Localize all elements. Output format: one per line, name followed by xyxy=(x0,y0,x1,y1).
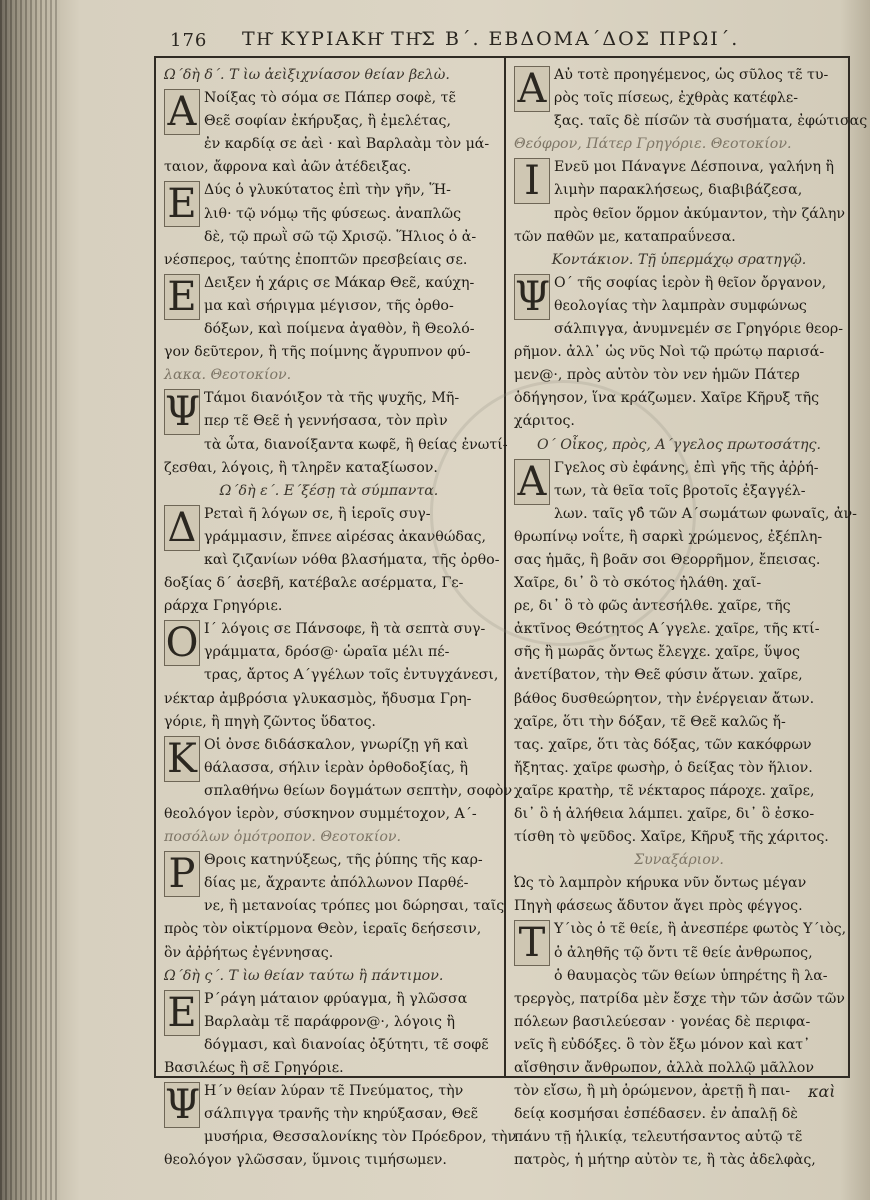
ornamental-initial: Ψ xyxy=(165,389,201,436)
line-text: ἀνετίβατον, τὴν Θεε̃ φύσιν ἄτων. χαῖρε, xyxy=(514,667,803,684)
line-text: μεν@·, πρὸς αὐτὸν τὸν νεν ἡμῶν Πάτερ xyxy=(514,367,800,384)
text-line xyxy=(164,572,494,595)
text-line xyxy=(164,641,494,664)
line-text: περ τε̃ Θεε̃ ἡ γεννήσασα, τὸν πρὶν xyxy=(204,413,448,430)
text-line xyxy=(164,664,499,687)
text-line xyxy=(514,711,844,734)
line-text: ρε, δι᾽ ὃ τὸ φῶς ἀντεσήλθε. χαῖρε, τῆς xyxy=(514,598,791,615)
line-text: ρῆμον. ἀλλ᾽ ὡς νῦς Νοὶ τῷ πρώτῳ παρισά- xyxy=(514,344,825,361)
line-text: μα καὶ σήριγμα μέγισον, τῆς ὀρθο- xyxy=(204,297,454,314)
line-text: Ο΄ τῆς σοφίας ἱερὸν ἢ θεῖον ὄργανον, xyxy=(554,274,827,291)
line-text: δείᾳ κοσμήσαι ἐσπέδασεν. ἐν ἀπαλῇ δὲ xyxy=(514,1106,798,1123)
line-text: ταιον, ἄφρονα καὶ ἀῶν ἀτέδειξας. xyxy=(164,159,412,176)
line-text: δόγμασι, καὶ διανοίας ὀξύτητι, τε̃ σοφε̃ xyxy=(204,1036,489,1053)
text-line xyxy=(514,895,844,918)
line-text: λιθ· τῷ νόμῳ τῆς φύσεως. ἀναπλῶς xyxy=(204,205,462,222)
text-line xyxy=(514,757,844,780)
text-line xyxy=(164,595,494,618)
text-line xyxy=(514,780,844,803)
line-text: Δειξεν ἡ χάρις σε Μάκαρ Θεε̃, καύχη- xyxy=(204,274,475,291)
line-text: Χαῖρε, δι᾽ ὃ τὸ σκότος ἠλάθη. χαῖ- xyxy=(514,575,762,592)
line-text: λακα. Θεοτοκίον. xyxy=(164,367,292,384)
line-text: ἐν καρδίᾳ σε ἀεὶ · καὶ Βαρλαὰμ τὸν μά- xyxy=(204,136,490,153)
page-number: 176 xyxy=(170,30,208,51)
line-text: πόλεων βασιλεύεσαν · γονέας δὲ περιφα- xyxy=(514,1013,811,1030)
text-line xyxy=(514,226,844,249)
line-text: δοξίας δ΄ ἀσεβῆ, κατέβαλε ασέρματα, Γε- xyxy=(164,575,464,592)
text-line xyxy=(514,1034,844,1057)
text-line xyxy=(514,110,868,133)
line-text: γόριε, ἢ πηγὴ ζῶντος ὕδατος. xyxy=(164,713,376,730)
text-line xyxy=(514,156,844,179)
text-line xyxy=(164,988,494,1011)
line-text: Ενεῦ μοι Πάναγνε Δέσποινα, γαλήνη ἢ xyxy=(554,159,835,176)
ornamental-initial: Τ xyxy=(514,920,550,966)
line-text: θάλασσα, σήλιν ἱερὰν ὀρθοδοξίας, ἢ xyxy=(204,759,468,776)
line-text: σῆς ἢ μωρᾶς ὄντως ἔλεγχε. χαῖρε, ὕψος xyxy=(514,644,800,661)
line-text: βάθος δυσθεώρητον, τὴν ἐνέργειαν ἄτων. xyxy=(514,690,815,707)
text-line xyxy=(164,965,494,988)
text-line xyxy=(514,1057,844,1080)
text-line xyxy=(164,780,513,803)
line-text: χάριτος. xyxy=(514,413,575,430)
ornamental-initial: Δ xyxy=(164,505,200,551)
line-text: Ρ΄ράγη μάταιον φρύαγμα, ἢ γλῶσσα xyxy=(204,990,468,1007)
text-line xyxy=(514,688,844,711)
ornamental-initial: Α xyxy=(514,459,550,505)
text-line xyxy=(514,179,844,202)
text-line xyxy=(514,249,844,272)
text-line xyxy=(164,942,494,965)
line-text: δὲ, τῷ πρωῒ σῶ τῷ Χρισῷ. Ἥλιος ὁ ἀ- xyxy=(204,228,477,245)
text-line xyxy=(514,1080,844,1103)
line-text: χαῖρε κρατὴρ, τε̃ νέκταρος πάροχε. χαῖρε, xyxy=(514,782,815,799)
text-line xyxy=(514,942,844,965)
line-text: Αὐ τοτὲ προηγέμενος, ὡς σῦλος τε̃ τυ- xyxy=(554,67,829,83)
line-text: Θεόφρον, Πάτερ Γρηγόριε. Θεοτοκίον. xyxy=(514,136,792,153)
text-line xyxy=(164,618,494,641)
line-text: Βαρλαὰμ τε̃ παράφρον@·, λόγοις ἢ xyxy=(204,1013,455,1030)
text-line xyxy=(164,688,494,711)
line-text: ζεσθαι, λόγοις, ἢ τληρε̃ν καταξίωσον. xyxy=(164,459,438,476)
line-text: ὃν ἀῤῥήτως ἐγέννησας. xyxy=(164,944,334,961)
text-line xyxy=(164,203,494,226)
text-line xyxy=(164,318,494,341)
text-line xyxy=(514,64,844,87)
ornamental-initial: Ι xyxy=(514,158,550,204)
text-line xyxy=(164,249,494,272)
line-text: θεολόγον ἱερὸν, σύσκηνον συμμέτοχον, Α΄- xyxy=(164,806,477,822)
ornamental-initial: Ο xyxy=(165,620,199,667)
line-text: νέσπερος, ταύτης ἐποπτῶν πρεσβείαις σε. xyxy=(164,251,468,268)
text-line xyxy=(164,918,494,941)
line-text: ἀκτῖνος Θεότητος Α΄γγελε. χαῖρε, τῆς κτί- xyxy=(514,621,820,638)
text-line xyxy=(164,341,494,364)
running-head xyxy=(160,26,850,56)
ornamental-initial: Κ xyxy=(164,736,200,782)
line-text: Συναξάριον. xyxy=(634,852,724,869)
line-text: αἴσθησιν ἄνθρωπον, ἀλλὰ πολλῷ μᾶλλον xyxy=(514,1060,814,1077)
ornamental-initial: Ε xyxy=(164,274,200,320)
line-text: ἤξητας. χαῖρε φωσὴρ, ὁ δείξας τὸν ἥλιον. xyxy=(514,759,813,776)
text-line xyxy=(164,1103,494,1126)
ornamental-initial: Α xyxy=(514,66,550,112)
text-line xyxy=(514,87,844,110)
text-line xyxy=(164,849,494,872)
line-text: πατρὸς, ἡ μήτηρ αὐτὸν τε, ἢ τὰς ἀδελφὰς, xyxy=(514,1152,816,1169)
catchword: καὶ xyxy=(808,1082,836,1101)
ornamental-initial: Α xyxy=(164,89,200,135)
line-text: θεολογίας τὴν λαμπρὰν συμφώνως xyxy=(554,297,807,314)
text-line xyxy=(514,1103,844,1126)
text-line xyxy=(514,734,844,757)
line-text: Τάμοι διανόιξον τὰ τῆς ψυχῆς, Μῆ- xyxy=(204,390,460,407)
line-text: ξας. ταῖς δὲ πίσῶν τὰ συσήματα, ἐφώτισας xyxy=(554,113,868,130)
text-line xyxy=(164,734,494,757)
line-text: σάλπιγγα, ἀνυμνεμέν σε Γρηγόριε θεορ- xyxy=(554,321,844,338)
text-line xyxy=(514,341,844,364)
line-text: νεῖς ἢ εὐδόξες. ὃ τὸν ἔξω μόνον καὶ κατ᾽ xyxy=(514,1036,811,1053)
line-text: Οἱ ὀνσε διδάσκαλον, γνωρίζῃ γῆ καὶ xyxy=(204,736,469,753)
line-text: δίας με, ἄχραντε ἀπόλλωνον Παρθέ- xyxy=(204,875,469,892)
text-line xyxy=(514,318,844,341)
line-text: Ω΄δὴ δ΄. Τ ὶω ἀεὶξιχνίασον θείαν βελὼ. xyxy=(164,67,450,83)
text-line xyxy=(164,64,494,87)
text-line xyxy=(514,826,844,849)
text-line xyxy=(514,849,844,872)
ornamental-initial: Ψ xyxy=(165,1082,201,1129)
line-text: ὁδήγησον, ἵνα κράζωμεν. Χαῖρε Κῆρυξ τῆς xyxy=(514,390,820,407)
line-text: σπλαθήνω θείων δογμάτων σεπτὴν, σοφὸν xyxy=(204,782,513,799)
text-line xyxy=(164,156,494,179)
line-text: ράρχα Γρηγόριε. xyxy=(164,598,283,615)
line-text: Δύς ὁ γλυκύτατος ἐπὶ τὴν γῆν, Ἥ- xyxy=(204,182,451,199)
line-text: Ω΄δὴ ε΄. Ε΄ξέσῃ τὰ σύμπαντα. xyxy=(219,482,439,499)
line-text: Γγελος σὺ ἐφάνης, ἐπὶ γῆς τῆς ἀῤῥή- xyxy=(554,459,819,476)
text-line xyxy=(164,826,494,849)
line-text: τὰ ὦτα, διανοίξαντα κωφε̃, ἢ θείας ἐνωτί- xyxy=(204,436,508,453)
text-line xyxy=(164,272,494,295)
line-text: γράμμασιν, ἔπνεε αἱρέσας ἀκανθώδας, xyxy=(204,528,486,545)
text-line xyxy=(164,226,494,249)
line-text: τας. χαῖρε, ὅτι τὰς δόξας, τῶν κακόφρων xyxy=(514,736,812,753)
text-line xyxy=(164,133,494,156)
text-line xyxy=(164,364,494,387)
text-line xyxy=(164,895,505,918)
line-text: νε, ἢ μετανοίας τρόπες μοι δώρησαι, ταῖς xyxy=(204,898,505,915)
text-line xyxy=(164,295,494,318)
text-line xyxy=(514,664,844,687)
line-text: ὁ θαυμαςὸς τῶν θείων ὑπηρέτης ἢ λα- xyxy=(554,967,828,984)
text-line xyxy=(164,711,494,734)
text-line xyxy=(514,988,844,1011)
text-line xyxy=(164,872,494,895)
line-text: γον δεῦτερον, ἢ τῆς ποίμνης ἄγρυπνον φύ- xyxy=(164,344,471,361)
line-text: Ι΄ λόγοις σε Πάνσοφε, ἢ τὰ σεπτὰ συγ- xyxy=(204,621,486,638)
line-text: θεολόγον γλῶσσαν, ὕμνοις τιμήσωμεν. xyxy=(164,1152,447,1169)
line-text: Βασιλέως ἢ σε̃ Γρηγόριε. xyxy=(164,1060,344,1077)
line-text: σάλπιγγα τρανῆς τὴν κηρύξασαν, Θεε̃ xyxy=(204,1106,478,1123)
line-text: Θροις κατηνύξεως, τῆς ῥύπης τῆς καρ- xyxy=(204,852,483,869)
line-text: δόξων, καὶ ποίμενα ἀγαθὸν, ἢ Θεολό- xyxy=(204,321,475,338)
text-line xyxy=(164,410,494,433)
line-text: τίσθη τὸ ψεῦδος. Χαῖρε, Κῆρυξ τῆς χάριτος. xyxy=(514,829,829,846)
line-text: σας ἡμᾶς, ἢ βοᾶν σοι Θεορρῆμον, ἔπεισας. xyxy=(514,551,821,568)
text-line xyxy=(164,179,494,202)
line-text: μυσήρια, Θεσσαλονίκης τὸν Πρόεδρον, τὴν xyxy=(204,1129,517,1146)
text-line xyxy=(164,1126,517,1149)
text-line xyxy=(514,965,844,988)
line-text: των, τὰ θεῖα τοῖς βροτοῖς ἐξαγγέλ- xyxy=(554,482,806,499)
book-spine-gutter xyxy=(0,0,60,1200)
text-line xyxy=(514,872,844,895)
line-text: τρας, ἄρτος Α΄γγέλων τοῖς ἐντυγχάνεσι, xyxy=(204,667,499,684)
ornamental-initial: Ε xyxy=(164,181,200,227)
line-text: ποσόλων ὁμότροπον. Θεοτοκίον. xyxy=(164,829,402,846)
text-line xyxy=(164,1080,494,1103)
text-line xyxy=(514,803,844,826)
text-line xyxy=(164,387,494,410)
library-stamp xyxy=(430,380,696,646)
text-line xyxy=(514,918,847,941)
text-line xyxy=(514,133,844,156)
line-text: τῶν παθῶν με, καταπραΰνεσα. xyxy=(514,228,736,245)
text-line xyxy=(514,203,844,226)
line-text: ὁ ἀληθῆς τῷ ὄντι τε̃ θείε ἀνθρωπος, xyxy=(554,944,813,961)
text-line xyxy=(514,1011,844,1034)
page-title: ΤΗ͂ ΚΥΡΙΑΚΗ͂ ΤΗ͂Σ Β΄. ΕΒΔΟΜΑ΄ΔΟΣ ΠΡΩΙ΄. xyxy=(242,28,740,50)
line-text: Υ΄ιὸς ὁ τε̃ θείε, ἢ ἀνεσπέρε φωτὸς Υ΄ιὸς, xyxy=(554,921,847,938)
text-line xyxy=(164,87,494,110)
line-text: δι᾽ ὃ ἡ ἀλήθεια λάμπει. χαῖρε, δι᾽ ὃ ἐσκο- xyxy=(514,806,815,822)
line-text: Νοίξας τὸ σόμα σε Πάπερ σοφὲ, τε̃ xyxy=(204,90,456,107)
text-line xyxy=(514,272,844,295)
ornamental-initial: Ψ xyxy=(515,273,551,320)
line-text: Ω΄δὴ ς΄. Τ ὶω θείαν ταύτω ἢ πάντιμον. xyxy=(164,967,444,984)
text-line xyxy=(164,1149,494,1172)
ornamental-initial: Ε xyxy=(164,990,200,1036)
line-text: ρὸς τοῖς πίσεως, ἐχθρὰς κατέφλε- xyxy=(554,90,799,107)
line-text: πάνυ τῇ ἡλικίᾳ, τελευτήσαντος αὐτῷ τε̃ xyxy=(514,1129,803,1146)
text-line xyxy=(164,1057,494,1080)
line-text: πρὸς θεῖον ὅρμον ἀκύμαντον, τὴν ζάλην xyxy=(554,205,845,222)
line-text: Ὠς τὸ λαμπρὸν κήρυκα νῦν ὄντως μέγαν xyxy=(514,875,807,892)
line-text: Κοντάκιον. Τῇ ὑπερμάχῳ σρατηγῷ. xyxy=(551,251,807,268)
line-text: Ρεταὶ ῆ λόγων σε, ἢ ἱεροῖς συγ- xyxy=(204,505,431,522)
text-line xyxy=(164,757,494,780)
line-text: Πηγὴ φάσεως ἄδυτον ἄγει πρὸς φέγγος. xyxy=(514,898,803,915)
text-line xyxy=(164,110,494,133)
text-line xyxy=(164,1011,494,1034)
line-text: Θεε̃ σοφίαν ἐκήρυξας, ἢ ἐμελέτας, xyxy=(204,113,452,130)
ornamental-initial: Ρ xyxy=(164,851,200,897)
text-line xyxy=(164,803,494,826)
line-text: τὸν εἴσω, ἢ μὴ ὁρώμενον, ἀρετῇ ἢ παι- xyxy=(514,1083,791,1100)
line-text: Η΄ν θείαν λύραν τε̃ Πνεύματος, τὴν xyxy=(204,1083,464,1100)
line-text: καὶ ζιζανίων νόθα βλασήματα, τῆς ὀρθο- xyxy=(204,551,500,568)
text-line xyxy=(514,295,844,318)
line-text: Ο΄ Οἶκος, πρὸς, Α΄γγελος πρωτοσάτης. xyxy=(536,436,821,453)
line-text: πρὸς τὸν οἰκτίρμονα Θεὸν, ἱεραῖς δεήσεσιν, xyxy=(164,921,482,938)
text-line xyxy=(164,1034,494,1057)
line-text: λιμὴν παρακλήσεως, διαβιβάζεσα, xyxy=(554,182,803,199)
line-text: χαῖρε, ὅτι τὴν δόξαν, τε̃ Θεε̃ καλῶς ἤ- xyxy=(514,713,786,730)
line-text: θρωπίνῳ νοΐτε, ἢ σαρκὶ χρώμενος, ἐξέπλη- xyxy=(514,528,823,545)
line-text: λων. ταῖς γδ̓ τῶν Α΄σωμάτων φωναῖς, ἀν- xyxy=(554,505,857,522)
line-text: νέκταρ ἀμβρόσια γλυκασμὸς, ἤδυσμα Γρη- xyxy=(164,690,472,707)
text-line xyxy=(514,1126,844,1149)
line-text: γράμματα, δρόσ@· ὡραῖα μέλι πέ- xyxy=(204,644,450,661)
line-text: τρεργὸς, πατρίδα μὲν ἔσχε τὴν τῶν ἀσῶν τῶν xyxy=(514,990,845,1007)
text-line xyxy=(514,1149,844,1172)
